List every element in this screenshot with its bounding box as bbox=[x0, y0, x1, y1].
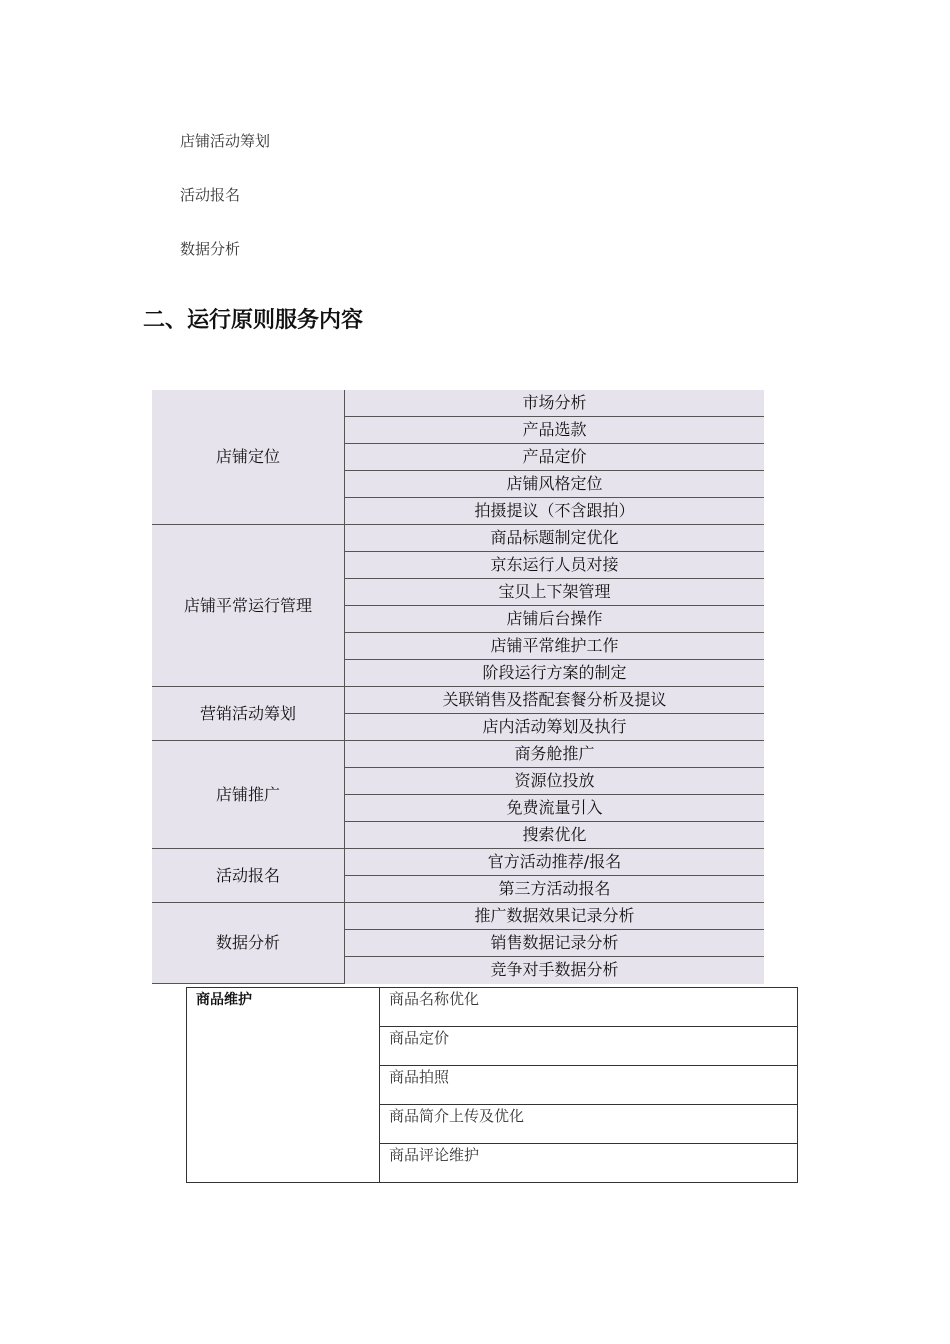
service-item: 第三方活动报名 bbox=[345, 876, 765, 903]
goods-item: 商品名称优化 bbox=[380, 988, 798, 1027]
section-heading: 二、运行原则服务内容 bbox=[143, 308, 364, 333]
category-cell: 数据分析 bbox=[152, 903, 345, 984]
intro-item: 店铺活动筹划 bbox=[180, 132, 271, 150]
goods-item: 商品评论维护 bbox=[380, 1144, 798, 1183]
service-item: 产品选款 bbox=[345, 417, 765, 444]
goods-maintenance-table bbox=[186, 987, 798, 1183]
goods-category-cell: 商品维护 bbox=[187, 988, 380, 1183]
service-item: 竞争对手数据分析 bbox=[490, 960, 619, 979]
service-item: 店铺平常维护工作 bbox=[345, 633, 765, 660]
service-item: 阶段运行方案的制定 bbox=[345, 660, 765, 687]
category-cell: 店铺推广 bbox=[152, 741, 345, 849]
goods-item: 商品定价 bbox=[380, 1027, 798, 1066]
service-item: 拍摄提议（不含跟拍） bbox=[345, 498, 765, 525]
service-item: 京东运行人员对接 bbox=[345, 552, 765, 579]
category-cell: 店铺平常运行管理 bbox=[152, 525, 345, 687]
category-cell: 店铺定位 bbox=[152, 390, 345, 525]
service-item: 推广数据效果记录分析 bbox=[345, 903, 765, 930]
service-item: 官方活动推荐/报名 bbox=[345, 849, 765, 876]
category-cell: 活动报名 bbox=[152, 849, 345, 903]
service-item: 店铺风格定位 bbox=[345, 471, 765, 498]
service-item: 产品定价 bbox=[345, 444, 765, 471]
service-item: 免费流量引入 bbox=[345, 795, 765, 822]
service-item: 商品标题制定优化 bbox=[345, 525, 765, 552]
category-cell: 营销活动筹划 bbox=[152, 687, 345, 741]
service-item: 店铺后台操作 bbox=[345, 606, 765, 633]
service-item: 关联销售及搭配套餐分析及提议 bbox=[345, 687, 765, 714]
service-item: 搜索优化 bbox=[345, 822, 765, 849]
service-item: 市场分析 bbox=[345, 390, 765, 417]
service-item: 销售数据记录分析 bbox=[345, 930, 765, 957]
service-item: 宝贝上下架管理 bbox=[345, 579, 765, 606]
service-item: 商务舱推广 bbox=[345, 741, 765, 768]
goods-item: 商品简介上传及优化 bbox=[380, 1105, 798, 1144]
goods-item: 商品拍照 bbox=[380, 1066, 798, 1105]
service-item: 资源位投放 bbox=[345, 768, 765, 795]
service-item: 店内活动筹划及执行 bbox=[345, 714, 765, 741]
services-table bbox=[152, 390, 764, 984]
intro-item: 数据分析 bbox=[180, 240, 241, 258]
intro-item: 活动报名 bbox=[180, 186, 241, 204]
